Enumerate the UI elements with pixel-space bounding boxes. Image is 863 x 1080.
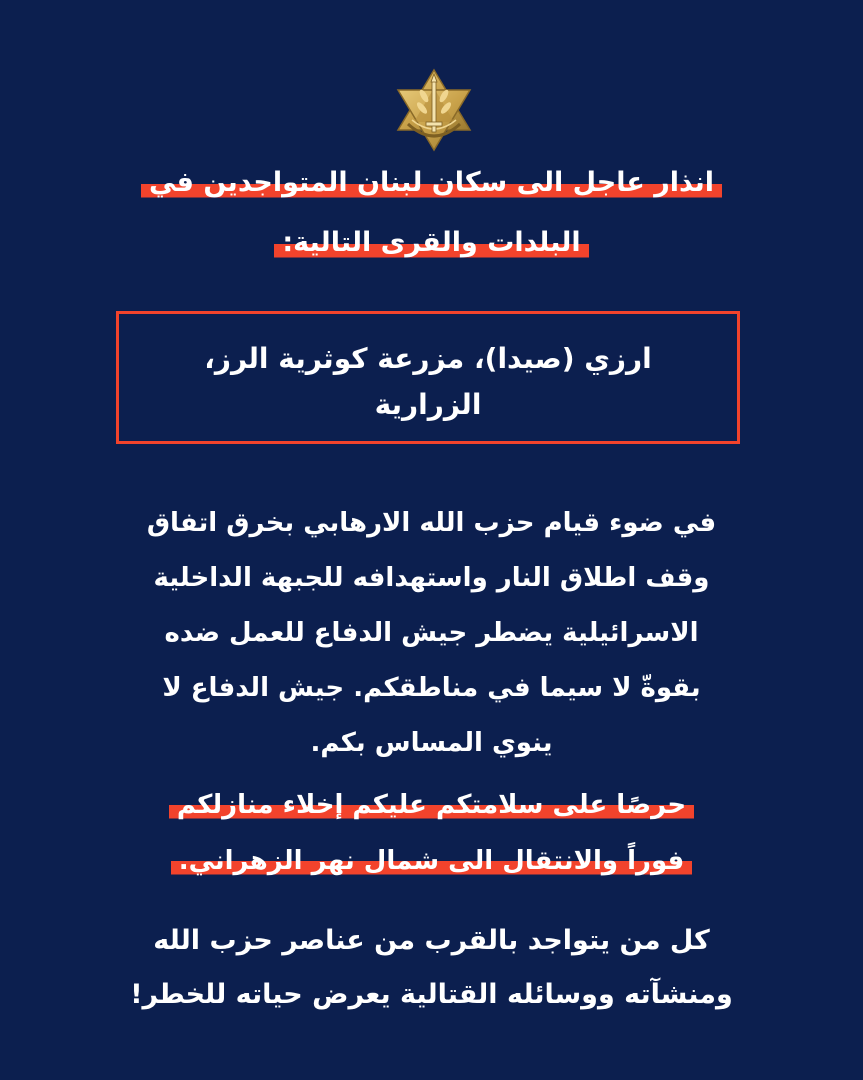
body-line-4: بقوةّ لا سيما في مناطقكم. جيش الدفاع لا (162, 673, 701, 703)
body-paragraph (60, 496, 803, 771)
villages-line-1: ارزي (صيدا)، مزرعة كوثرية الرز، (204, 342, 652, 375)
headline-line-2: البلدات والقرى التالية: (274, 224, 588, 262)
warning-line-2-wrap (60, 842, 803, 880)
warning-line-1: حرصًا على سلامتكم عليكم إخلاء منازلكم (169, 786, 694, 824)
headline-line-1-wrap (60, 164, 803, 202)
headline-line-2-wrap (60, 224, 803, 262)
body-line-2: وقف اطلاق النار واستهدافه للجبهة الداخلية (153, 563, 710, 593)
closing-line-2: ومنشآته ووسائله القتالية يعرض حياته للخطر! (130, 979, 733, 1010)
villages-box (116, 311, 740, 444)
idf-emblem-icon (386, 66, 482, 154)
closing-line-1: كل من يتواجد بالقرب من عناصر حزب الله (153, 925, 710, 956)
warning-line-1-wrap (60, 786, 803, 824)
villages-list (119, 336, 737, 428)
warning-line-2: فوراً والانتقال الى شمال نهر الزهراني. (171, 842, 693, 880)
body-line-5: ينوي المساس بكم. (310, 728, 553, 758)
closing-paragraph (60, 914, 803, 1022)
body-line-1: في ضوء قيام حزب الله الارهابي بخرق اتفاق (146, 508, 717, 538)
headline-line-1: انذار عاجل الى سكان لبنان المتواجدين في (141, 164, 722, 202)
villages-line-2: الزرارية (374, 388, 482, 421)
body-line-3: الاسرائيلية يضطر جيش الدفاع للعمل ضده (164, 618, 699, 648)
